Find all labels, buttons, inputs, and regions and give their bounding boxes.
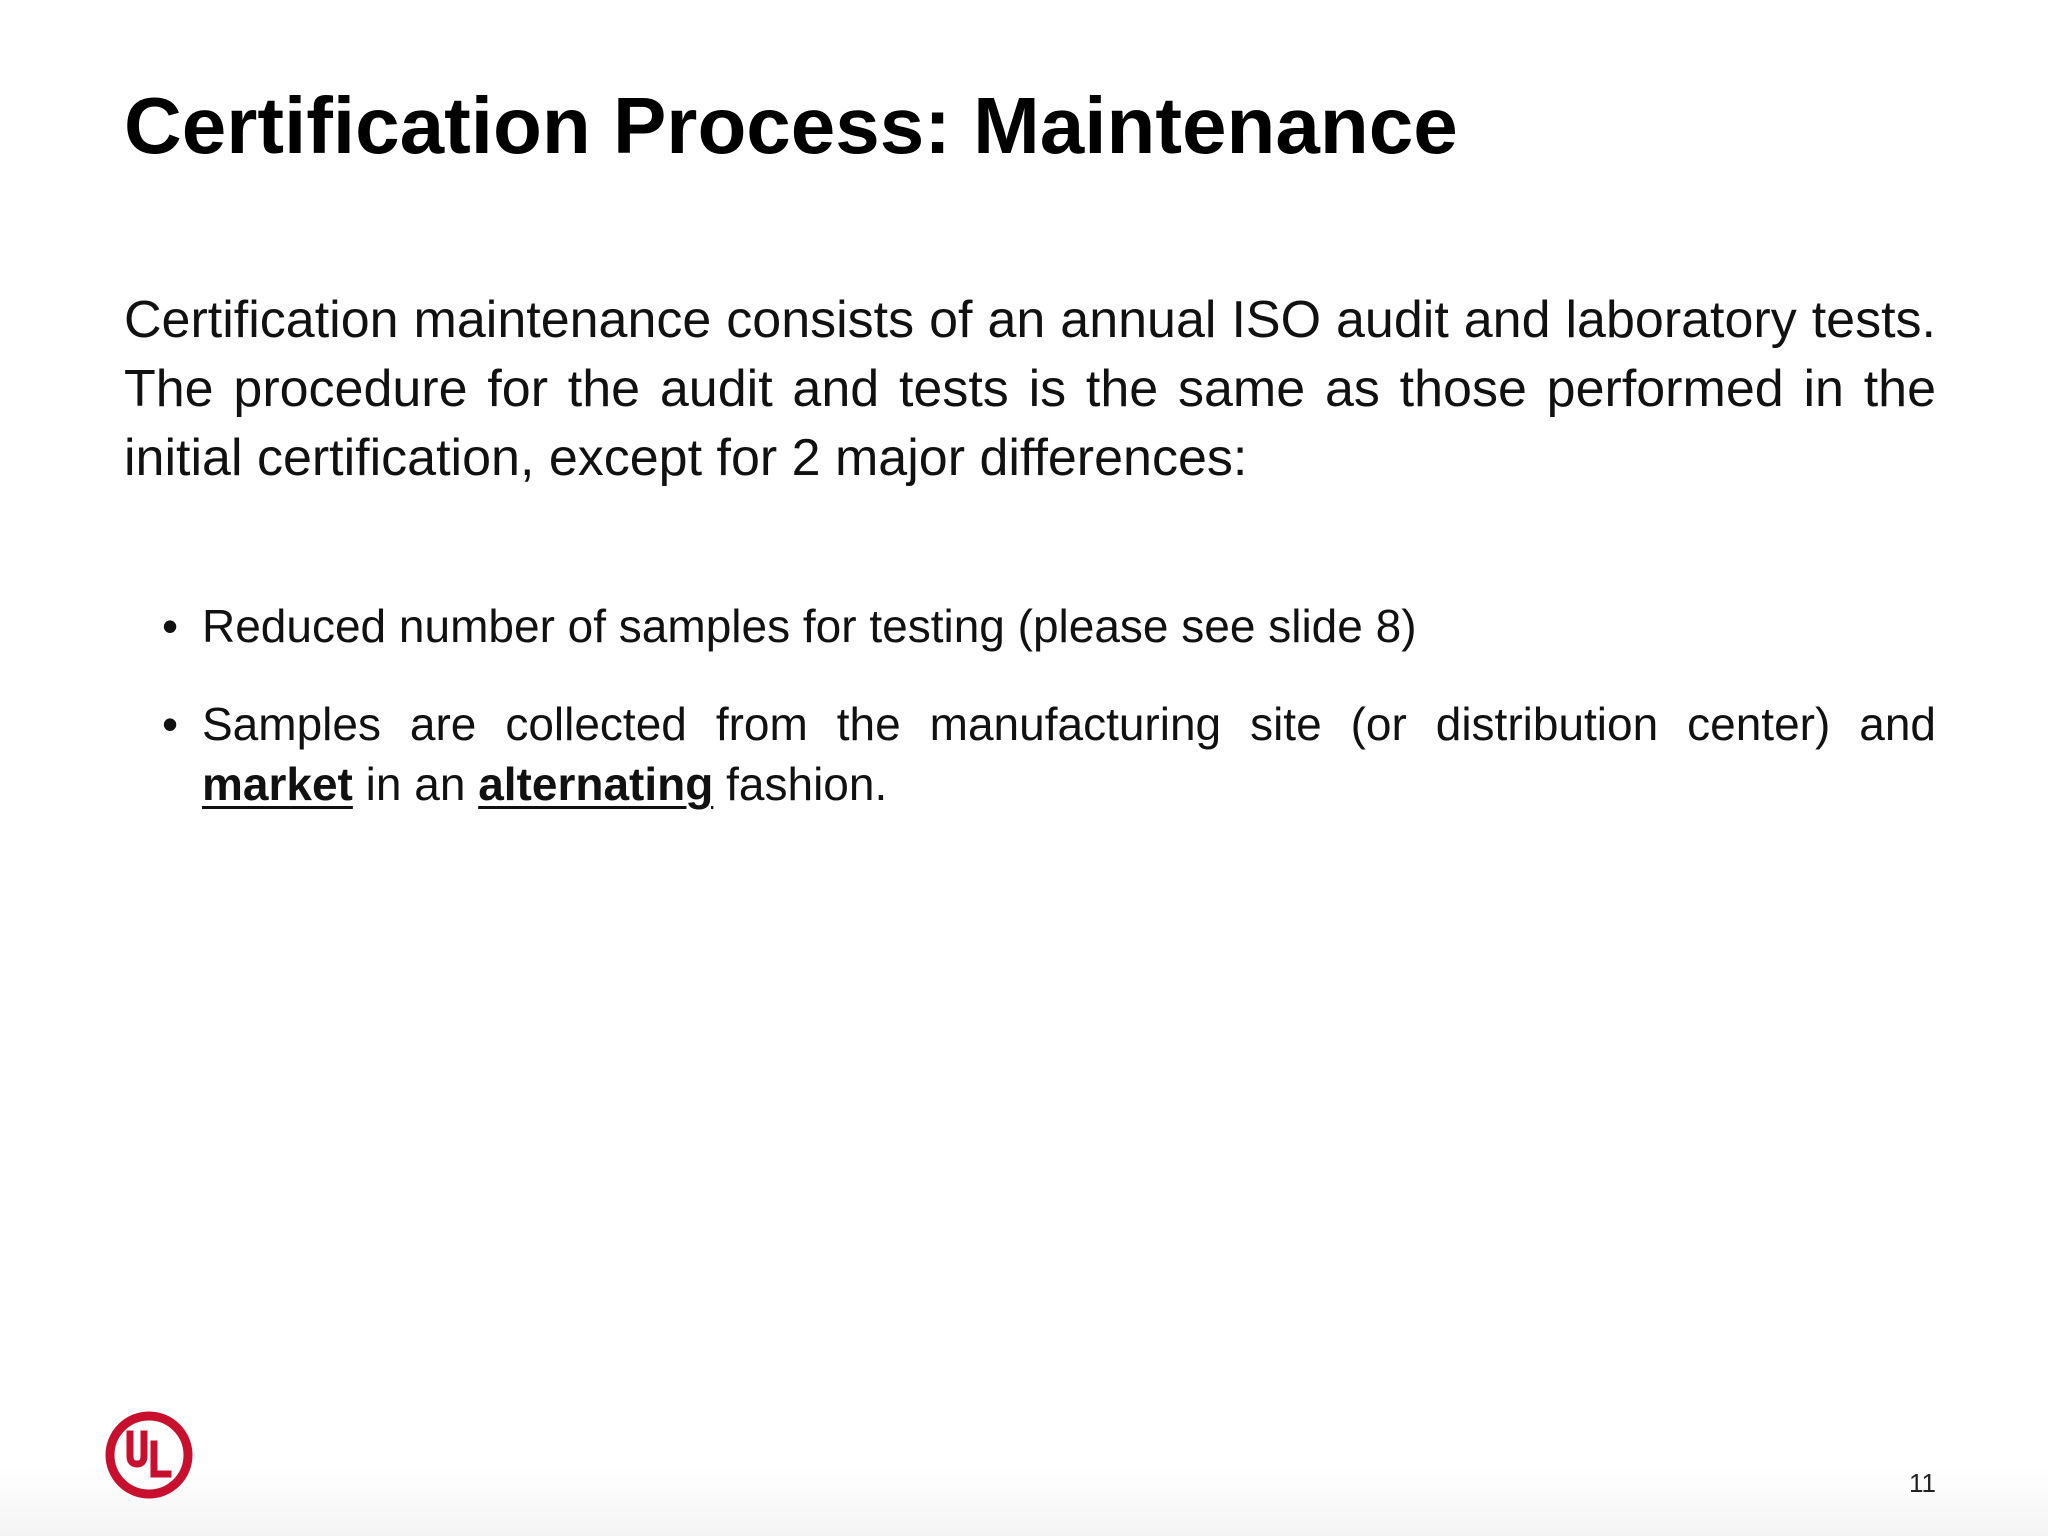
slide-title: Certification Process: Maintenance [124,81,1458,170]
emphasis-alternating: alternating [478,758,714,810]
bullet-dot: • [162,698,179,750]
body-paragraph: Certification maintenance consists of an annual ISO audit and laboratory tests. The procedure for the audit and tests is the same as those performed in the initial certification, except for 2 major differences: [124,291,1936,487]
ul-logo-icon [104,1410,194,1500]
bullet-text: Reduced number of samples for testing (please see slide 8) [202,600,1417,652]
bullet-text-middle: in an [352,758,479,810]
footer-band [0,1466,2048,1536]
bullet-item-1 [124,596,1936,656]
bullet-text-after: fashion. [713,758,888,810]
emphasis-market: market [202,758,353,810]
page-number: 11 [1909,1468,1936,1498]
bullet-item-2 [124,694,1936,814]
bullet-dot: • [162,600,179,652]
bullet-list [124,596,1936,852]
bullet-text-before: Samples are collected from the manufacturing site (or distribution center) and [202,698,1936,750]
